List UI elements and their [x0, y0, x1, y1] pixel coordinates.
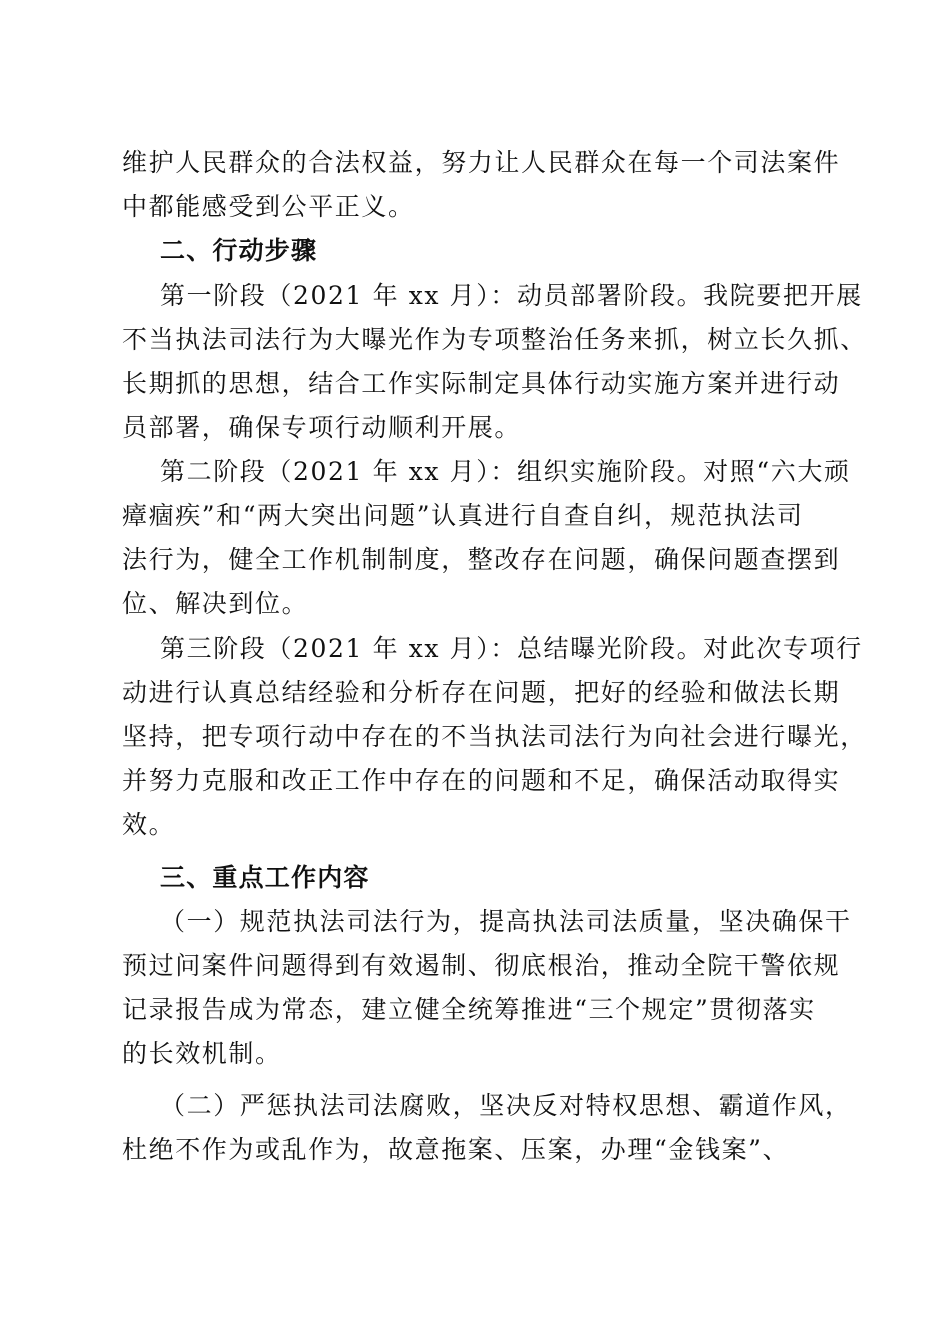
body-text-line: 并努力克服和改正工作中存在的问题和不足，确保活动取得实 [122, 766, 841, 795]
section-heading: 二、行动步骤 [160, 236, 318, 265]
body-text-line: 中都能感受到公平正义。 [122, 192, 415, 221]
body-text-line: 瘴痼疾”和“两大突出问题”认真进行自查自纠，规范执法司 [122, 501, 804, 530]
section-heading: 三、重点工作内容 [160, 863, 370, 892]
body-text-line: 位、解决到位。 [122, 589, 309, 618]
body-text-line: 第一阶段（2021 年 xx 月）：动员部署阶段。我院要把开展 [160, 281, 863, 310]
body-text-line: 第三阶段（2021 年 xx 月）：总结曝光阶段。对此次专项行 [160, 634, 863, 663]
body-text-line: 坚持，把专项行动中存在的不当执法司法行为向社会进行曝光， [122, 722, 867, 751]
body-text-line: 记录报告成为常态，建立健全统筹推进“三个规定”贯彻落实 [122, 995, 816, 1024]
body-text-line: 杜绝不作为或乱作为，故意拖案、压案，办理“金钱案”、 [122, 1135, 790, 1164]
body-text-line: 预过问案件问题得到有效遏制、彻底根治，推动全院干警依规 [122, 951, 841, 980]
body-text-line: 法行为，健全工作机制制度，整改存在问题，确保问题查摆到 [122, 545, 841, 574]
body-text-line: 第二阶段（2021 年 xx 月）：组织实施阶段。对照“六大顽 [160, 457, 851, 486]
body-text-line: 的长效机制。 [122, 1039, 282, 1068]
body-text-line: 长期抓的思想，结合工作实际制定具体行动实施方案并进行动 [122, 369, 841, 398]
body-text-line: （一）规范执法司法行为，提高执法司法质量，坚决确保干 [160, 907, 852, 936]
body-text-line: 员部署，确保专项行动顺利开展。 [122, 413, 522, 442]
body-text-line: 维护人民群众的合法权益，努力让人民群众在每一个司法案件 [122, 148, 841, 177]
body-text-line: （二）严惩执法司法腐败，坚决反对特权思想、霸道作风， [160, 1091, 852, 1120]
body-text-line: 动进行认真总结经验和分析存在问题，把好的经验和做法长期 [122, 678, 841, 707]
body-text-line: 效。 [122, 810, 176, 839]
body-text-line: 不当执法司法行为大曝光作为专项整治任务来抓，树立长久抓、 [122, 325, 867, 354]
